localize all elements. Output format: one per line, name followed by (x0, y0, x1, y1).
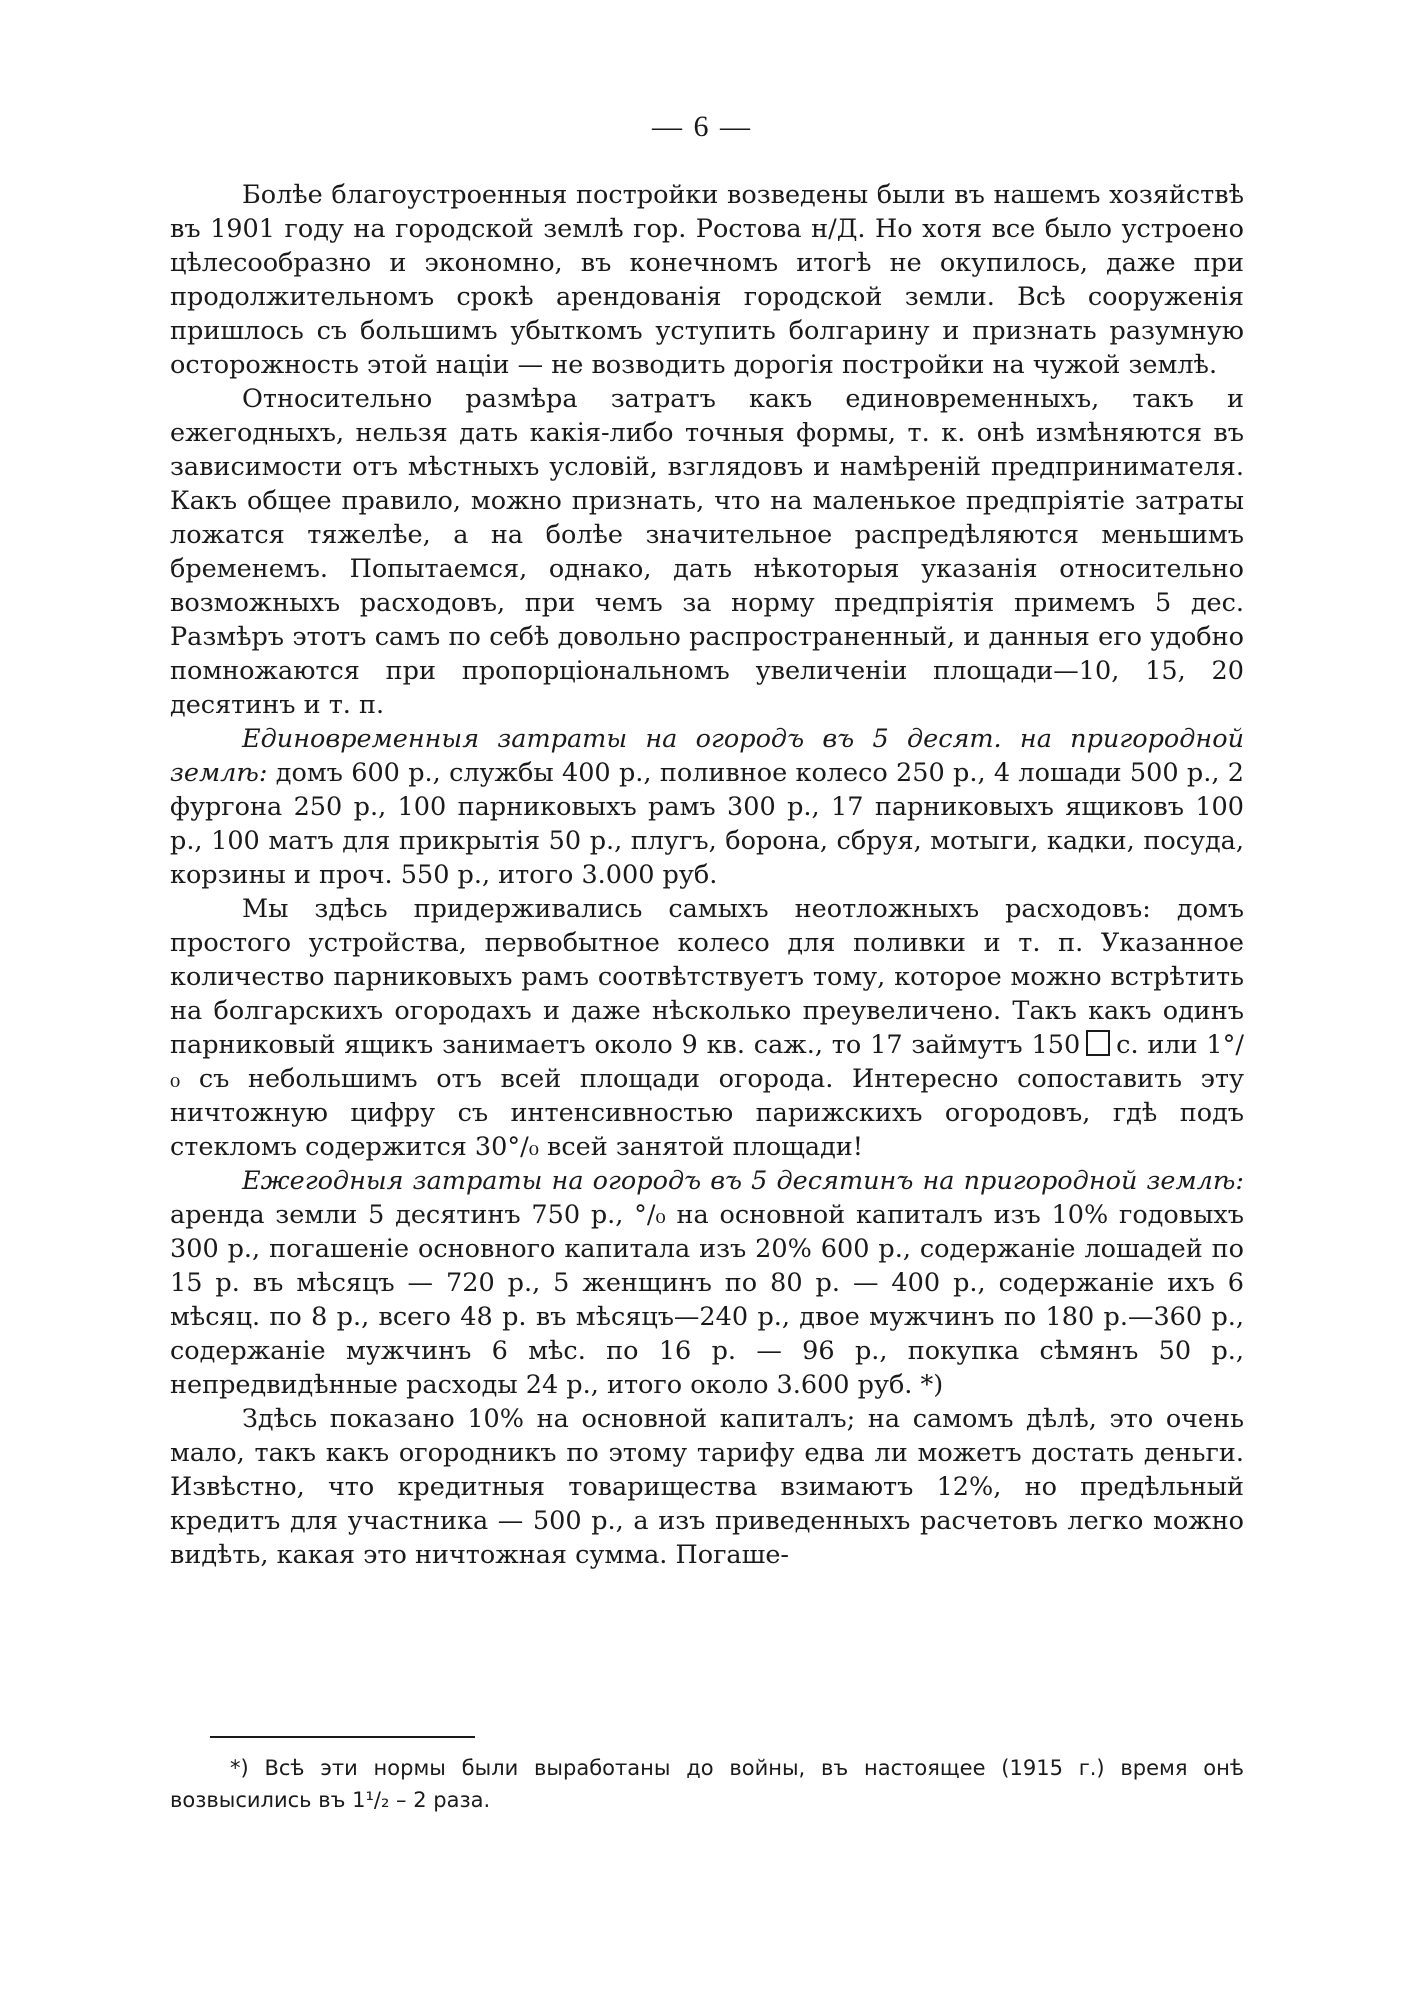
paragraph-2-text: Относительно размѣра затратъ какъ единовременныхъ, такъ и ежегодныхъ, нельзя дать какія-либо точныя формы, т. к. онѣ измѣняются въ зависимости отъ мѣстныхъ условій, взглядовъ и намѣреній предпринимателя. Какъ общее правило, можно признать, что на маленькое предпріятіе затраты ложатся тяжелѣе, а на болѣе значительное распредѣляются меньшимъ бременемъ. Попытаемся, однако, дать нѣкоторыя указанія относительно возможныхъ расходовъ, при чемъ за норму предпріятія примемъ 5 дес. Размѣръ этотъ самъ по себѣ довольно распространенный, и данныя его удобно помножаются при пропорціональномъ увеличеніи площади—10, 15, 20 десятинъ и т. п. (170, 384, 1244, 720)
paragraph-6-text: Здѣсь показано 10% на основной капиталъ; на самомъ дѣлѣ, это очень мало, такъ какъ огородникъ по этому тарифу едва ли можетъ достать деньги. Извѣстно, что кредитныя товарищества взимаютъ 12%, но предѣльный кредитъ для участника — 500 р., а изъ приведенныхъ расчетовъ легко можно видѣть, какая это ничтожная сумма. Погаше- (170, 1404, 1244, 1570)
paragraph-5 (170, 1164, 1244, 1402)
paragraph-1-text: Болѣе благоустроенныя постройки возведены были въ нашемъ хозяйствѣ въ 1901 году на городской землѣ гор. Ростова н/Д. Но хотя все было устроено цѣлесообразно и экономно, въ конечномъ итогѣ не окупилось, даже при продолжительномъ срокѣ арендованія городской земли. Всѣ сооруженія пришлось съ большимъ убыткомъ уступить болгарину и признать разумную осторожность этой націи — не возводить дорогія постройки на чужой землѣ. (170, 180, 1244, 380)
paragraph-1 (170, 178, 1244, 382)
page-number: — 6 — (652, 110, 752, 143)
footnote-text: *) Всѣ эти нормы были выработаны до войны, въ настоящее (1915 г.) время онѣ возвысились въ 1¹/₂ – 2 раза. (170, 1756, 1244, 1812)
footnote (170, 1752, 1244, 1816)
paragraph-3-text: домъ 600 р., службы 400 р., поливное колесо 250 р., 4 лошади 500 р., 2 фургона 250 р., 100 парниковыхъ рамъ 300 р., 17 парниковыхъ ящиковъ 100 р., 100 матъ для прикрытія 50 р., плугъ, борона, сбруя, мотыги, кадки, посуда, корзины и проч. 550 р., итого 3.000 руб. (170, 758, 1244, 890)
paragraph-4 (170, 892, 1244, 1164)
square-sazhen-symbol (1086, 1030, 1110, 1056)
body-text (170, 178, 1244, 1572)
paragraph-6 (170, 1402, 1244, 1572)
paragraph-3-italic-lead: Единовременныя затраты на огородъ въ 5 десят. на пригородной землѣ: (170, 724, 1244, 788)
paragraph-2 (170, 382, 1244, 722)
paragraph-5-italic-lead: Ежегодныя затраты на огородъ въ 5 десятинъ на пригородной землѣ: (242, 1166, 1244, 1196)
paragraph-4-text-after: с. или 1°/₀ съ небольшимъ отъ всей площади огорода. Интересно сопоставить эту ничтожную цифру съ интенсивностью парижскихъ огородовъ, гдѣ подъ стекломъ содержится 30°/₀ всей занятой площади! (170, 1030, 1244, 1162)
paragraph-4-text-before: Мы здѣсь придерживались самыхъ неотложныхъ расходовъ: домъ простого устройства, первобытное колесо для поливки и т. п. Указанное количество парниковыхъ рамъ соотвѣтствуетъ тому, которое можно встрѣтить на болгарскихъ огородахъ и даже нѣсколько преувеличено. Такъ какъ одинъ парниковый ящикъ занимаетъ около 9 кв. саж., то 17 займутъ 150 (170, 894, 1244, 1060)
paragraph-5-text: аренда земли 5 десятинъ 750 р., °/₀ на основной капиталъ изъ 10% годовыхъ 300 р., погашеніе основного капитала изъ 20% 600 р., содержаніе лошадей по 15 р. въ мѣсяцъ — 720 р., 5 женщинъ по 80 р. — 400 р., содержаніе ихъ 6 мѣсяц. по 8 р., всего 48 р. въ мѣсяцъ—240 р., двое мужчинъ по 180 р.—360 р., содержаніе мужчинъ 6 мѣс. по 16 р. — 96 р., покупка сѣмянъ 50 р., непредвидѣнные расходы 24 р., итого около 3.600 руб. *) (170, 1200, 1244, 1400)
footnote-divider (210, 1736, 475, 1738)
paragraph-3 (170, 722, 1244, 892)
